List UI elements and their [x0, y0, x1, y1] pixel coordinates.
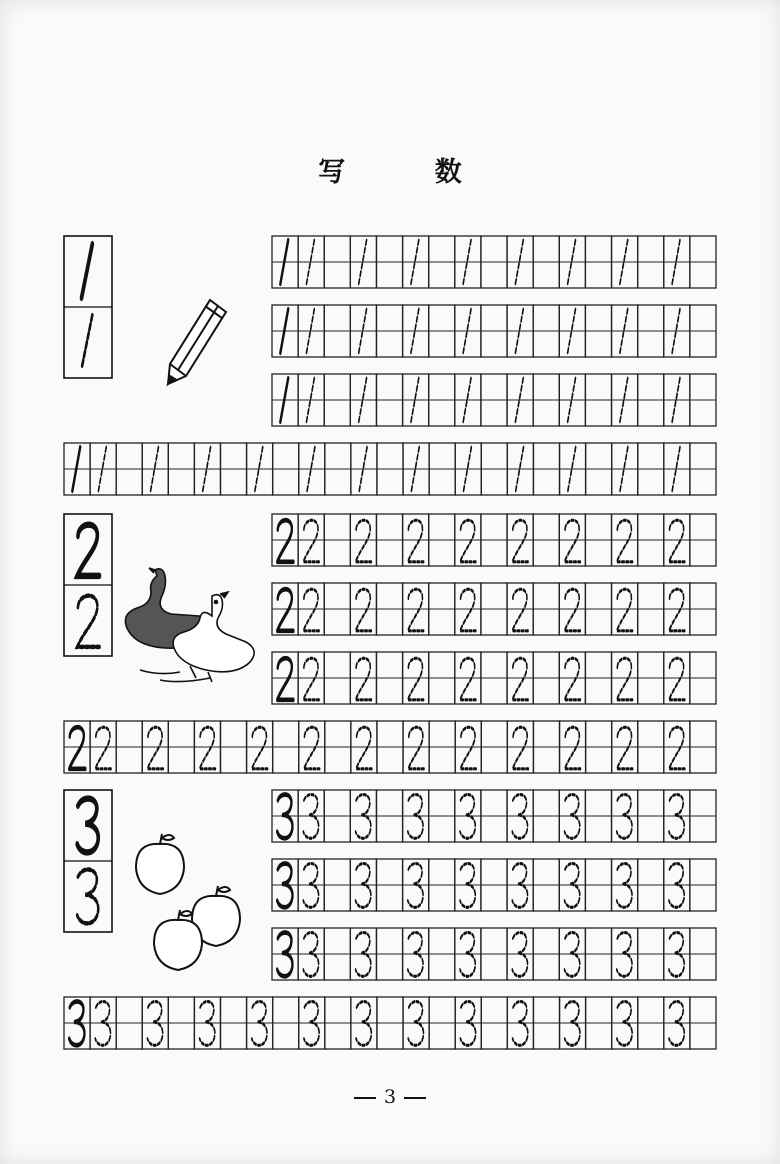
grid-cell [507, 721, 533, 773]
grid-cell [324, 790, 350, 842]
grid-cell [299, 997, 325, 1049]
reference-digit-tracing [77, 870, 98, 924]
grid-cell [612, 928, 638, 980]
grid-cell [194, 721, 220, 773]
grid-cell [481, 928, 507, 980]
grid-cell [429, 443, 455, 495]
grid-cell [429, 305, 455, 357]
tracing-digit [565, 658, 581, 700]
grid-cell [376, 236, 402, 288]
grid-cell [638, 997, 664, 1049]
grid-cell [220, 443, 246, 495]
grid-cell [350, 583, 376, 635]
grid-cell [351, 721, 377, 773]
tracing-digit [565, 727, 581, 769]
grid-cell [299, 721, 325, 773]
page-title: 写 数 [318, 157, 502, 188]
grid-cell [350, 305, 376, 357]
grid-cell [429, 790, 455, 842]
grid-cell [116, 997, 142, 1049]
grid-cell [586, 721, 612, 773]
grid-cell [350, 859, 376, 911]
grid-cell [533, 374, 559, 426]
grid-cell [507, 928, 533, 980]
grid-cell [272, 928, 298, 980]
grid-cell [585, 374, 611, 426]
grid-cell [664, 374, 690, 426]
grid-cell [533, 443, 559, 495]
grid-cell [324, 652, 350, 704]
grid-cell [403, 652, 429, 704]
grid-cell [376, 928, 402, 980]
grid-cell [403, 514, 429, 566]
grid-cell [325, 443, 351, 495]
grid-cell [507, 236, 533, 288]
reference-digit [77, 525, 99, 576]
grid-cell [273, 721, 299, 773]
grid-cell [116, 721, 142, 773]
grid-cell [690, 652, 716, 704]
practice-row [64, 721, 716, 773]
grid-cell [481, 236, 507, 288]
grid-cell [585, 928, 611, 980]
grid-cell [429, 236, 455, 288]
grid-cell [612, 374, 638, 426]
grid-cell [455, 997, 481, 1049]
grid-cell [507, 583, 533, 635]
tracing-digit [200, 727, 216, 769]
grid-cell [220, 997, 246, 1049]
practice-row [272, 859, 716, 911]
grid-cell [350, 652, 376, 704]
grid-cell [690, 721, 716, 773]
grid-cell [638, 514, 664, 566]
grid-cell [429, 652, 455, 704]
grid-cell [324, 583, 350, 635]
grid-cell [377, 443, 403, 495]
grid-cell [690, 236, 716, 288]
grid-cell [429, 514, 455, 566]
grid-cell [612, 443, 638, 495]
tracing-digit [356, 589, 372, 631]
grid-cell [376, 305, 402, 357]
grid-cell [90, 997, 116, 1049]
grid-cell [560, 721, 586, 773]
practice-row [64, 997, 716, 1049]
grid-cell [350, 928, 376, 980]
grid-cell [324, 859, 350, 911]
practice-row [272, 652, 716, 704]
grid-cell [585, 652, 611, 704]
grid-cell [247, 443, 273, 495]
tracing-digit [512, 589, 528, 631]
grid-cell [272, 236, 298, 288]
grid-cell [690, 583, 716, 635]
grid-cell [90, 443, 116, 495]
tracing-digit [408, 727, 424, 769]
apples-illustration [132, 830, 252, 975]
reference-digit-tracing [82, 315, 93, 369]
page-number [0, 1086, 780, 1108]
grid-cell [664, 443, 690, 495]
grid-cell [272, 859, 298, 911]
practice-row [272, 928, 716, 980]
grid-cell [664, 928, 690, 980]
grid-cell [559, 374, 585, 426]
grid-cell [272, 305, 298, 357]
grid-cell [377, 721, 403, 773]
grid-cell [272, 514, 298, 566]
tracing-digit [460, 520, 476, 562]
grid-cell [612, 514, 638, 566]
grid-cell [350, 374, 376, 426]
tracing-digit [460, 658, 476, 700]
reference-digit-tracing [77, 596, 99, 647]
grid-cell [690, 997, 716, 1049]
grid-cell [455, 721, 481, 773]
grid-cell [376, 790, 402, 842]
tracing-digit [303, 520, 319, 562]
grid-cell [533, 305, 559, 357]
grid-cell [533, 859, 559, 911]
grid-cell [429, 721, 455, 773]
grid-cell [612, 997, 638, 1049]
grid-cell [298, 652, 324, 704]
grid-cell [690, 443, 716, 495]
grid-cell [429, 997, 455, 1049]
grid-cell [64, 443, 90, 495]
grid-cell [664, 652, 690, 704]
grid-cell [403, 443, 429, 495]
grid-cell [533, 236, 559, 288]
grid-cell [638, 721, 664, 773]
grid-cell [586, 443, 612, 495]
geese-illustration [120, 562, 260, 692]
reference-box-1 [64, 236, 112, 378]
grid-cell [690, 859, 716, 911]
grid-cell [533, 721, 559, 773]
grid-cell [507, 374, 533, 426]
grid-cell [298, 583, 324, 635]
grid-cell [272, 790, 298, 842]
tracing-digit [565, 589, 581, 631]
tracing-digit [617, 520, 633, 562]
grid-cell [664, 514, 690, 566]
grid-cell [272, 652, 298, 704]
grid-cell [455, 236, 481, 288]
grid-cell [376, 583, 402, 635]
grid-cell [324, 514, 350, 566]
grid-cell [481, 721, 507, 773]
grid-cell [376, 859, 402, 911]
tracing-digit [95, 727, 111, 769]
tracing-digit [512, 520, 528, 562]
grid-cell [376, 374, 402, 426]
grid-cell [298, 236, 324, 288]
grid-cell [612, 859, 638, 911]
grid-cell [585, 305, 611, 357]
grid-cell [247, 721, 273, 773]
grid-cell [585, 859, 611, 911]
grid-cell [638, 790, 664, 842]
grid-cell [690, 514, 716, 566]
model-digit [277, 658, 293, 700]
grid-cell [507, 514, 533, 566]
grid-cell [507, 305, 533, 357]
grid-cell [690, 305, 716, 357]
grid-cell [559, 859, 585, 911]
grid-cell [481, 583, 507, 635]
grid-cell [429, 928, 455, 980]
grid-cell [533, 928, 559, 980]
tracing-digit [408, 658, 424, 700]
grid-cell [612, 652, 638, 704]
model-digit [277, 520, 293, 562]
grid-cell [403, 305, 429, 357]
grid-cell [403, 583, 429, 635]
grid-cell [690, 928, 716, 980]
grid-cell [612, 721, 638, 773]
grid-cell [298, 305, 324, 357]
grid-cell [168, 443, 194, 495]
grid-cell [455, 790, 481, 842]
practice-row [272, 790, 716, 842]
grid-cell [481, 997, 507, 1049]
grid-cell [90, 721, 116, 773]
grid-cell [507, 790, 533, 842]
grid-cell [638, 859, 664, 911]
grid-cell [533, 514, 559, 566]
grid-cell [533, 997, 559, 1049]
practice-row [64, 443, 716, 495]
tracing-digit [512, 658, 528, 700]
tracing-digit [303, 658, 319, 700]
grid-cell [350, 514, 376, 566]
reference-box-3 [64, 790, 112, 932]
grid-cell [481, 443, 507, 495]
grid-cell [559, 583, 585, 635]
grid-cell [585, 236, 611, 288]
tracing-digit [304, 727, 320, 769]
tracing-digit [669, 589, 685, 631]
grid-cell [273, 997, 299, 1049]
grid-cell [298, 790, 324, 842]
grid-cell [507, 652, 533, 704]
grid-cell [664, 997, 690, 1049]
grid-cell [455, 514, 481, 566]
tracing-digit [669, 658, 685, 700]
grid-cell [455, 652, 481, 704]
grid-cell [376, 652, 402, 704]
grid-cell [298, 859, 324, 911]
grid-cell [481, 652, 507, 704]
practice-row [272, 374, 716, 426]
grid-cell [142, 443, 168, 495]
grid-cell [638, 374, 664, 426]
grid-cell [481, 305, 507, 357]
tracing-digit [669, 520, 685, 562]
grid-cell [664, 305, 690, 357]
grid-cell [299, 443, 325, 495]
reference-box-2 [64, 514, 112, 656]
grid-cell [664, 790, 690, 842]
tracing-digit [147, 727, 163, 769]
page-number-text: 3 [383, 1086, 397, 1108]
tracing-digit [617, 589, 633, 631]
grid-cell [324, 374, 350, 426]
tracing-digit [252, 727, 268, 769]
grid-cell [273, 443, 299, 495]
grid-cell [64, 997, 90, 1049]
grid-cell [403, 997, 429, 1049]
grid-cell [377, 997, 403, 1049]
grid-cell [638, 305, 664, 357]
grid-cell [325, 997, 351, 1049]
grid-cell [298, 514, 324, 566]
page-number-dash-right [404, 1097, 426, 1099]
grid-cell [481, 514, 507, 566]
tracing-digit [617, 727, 633, 769]
tracing-digit [303, 589, 319, 631]
grid-cell [272, 374, 298, 426]
reference-digit [77, 799, 98, 853]
tracing-digit [669, 727, 685, 769]
grid-cell [533, 652, 559, 704]
grid-cell [559, 928, 585, 980]
grid-cell [376, 514, 402, 566]
grid-cell [429, 374, 455, 426]
grid-cell [455, 443, 481, 495]
grid-cell [638, 583, 664, 635]
grid-cell [481, 859, 507, 911]
grid-cell [324, 236, 350, 288]
grid-cell [559, 790, 585, 842]
grid-cell [533, 583, 559, 635]
grid-cell [586, 997, 612, 1049]
grid-cell [612, 583, 638, 635]
practice-row [272, 305, 716, 357]
grid-cell [612, 236, 638, 288]
model-digit [69, 727, 85, 769]
grid-cell [638, 928, 664, 980]
grid-cell [559, 514, 585, 566]
grid-cell [481, 790, 507, 842]
grid-cell [272, 583, 298, 635]
grid-cell [612, 790, 638, 842]
grid-cell [298, 374, 324, 426]
grid-cell [455, 374, 481, 426]
grid-cell [638, 236, 664, 288]
grid-cell [168, 721, 194, 773]
grid-cell [351, 443, 377, 495]
grid-cell [481, 374, 507, 426]
grid-cell [664, 859, 690, 911]
grid-cell [350, 790, 376, 842]
grid-cell [325, 721, 351, 773]
grid-cell [64, 721, 90, 773]
practice-row [272, 514, 716, 566]
tracing-digit [460, 589, 476, 631]
tracing-digit [408, 520, 424, 562]
grid-cell [585, 514, 611, 566]
grid-cell [455, 583, 481, 635]
practice-row [272, 583, 716, 635]
grid-cell [350, 236, 376, 288]
tracing-digit [565, 520, 581, 562]
tracing-digit [356, 520, 372, 562]
grid-cell [560, 443, 586, 495]
grid-cell [507, 997, 533, 1049]
grid-cell [298, 928, 324, 980]
tracing-digit [617, 658, 633, 700]
grid-cell [220, 721, 246, 773]
grid-cell [507, 859, 533, 911]
tracing-digit [460, 727, 476, 769]
grid-cell [690, 374, 716, 426]
grid-cell [194, 997, 220, 1049]
grid-cell [403, 721, 429, 773]
grid-cell [324, 928, 350, 980]
grid-cell [403, 790, 429, 842]
practice-row [272, 236, 716, 288]
page-number-dash-left [354, 1097, 376, 1099]
grid-cell [585, 583, 611, 635]
grid-cell [247, 997, 273, 1049]
grid-cell [403, 928, 429, 980]
grid-cell [585, 790, 611, 842]
grid-cell [455, 928, 481, 980]
tracing-digit [408, 589, 424, 631]
grid-cell [638, 652, 664, 704]
grid-cell [403, 374, 429, 426]
tracing-digit [356, 658, 372, 700]
grid-cell [559, 236, 585, 288]
grid-cell [403, 859, 429, 911]
grid-cell [612, 305, 638, 357]
tracing-digit [513, 727, 529, 769]
grid-cell [429, 859, 455, 911]
grid-cell [403, 236, 429, 288]
grid-cell [560, 997, 586, 1049]
grid-cell [533, 790, 559, 842]
grid-cell [559, 652, 585, 704]
grid-cell [664, 236, 690, 288]
grid-cell [351, 997, 377, 1049]
grid-cell [664, 721, 690, 773]
pencil-illustration [160, 292, 240, 392]
grid-cell [664, 583, 690, 635]
grid-cell [324, 305, 350, 357]
grid-cell [559, 305, 585, 357]
grid-cell [168, 997, 194, 1049]
grid-cell [638, 443, 664, 495]
grid-cell [455, 859, 481, 911]
grid-cell [690, 790, 716, 842]
grid-cell [429, 583, 455, 635]
tracing-digit [356, 727, 372, 769]
grid-cell [194, 443, 220, 495]
grid-cell [116, 443, 142, 495]
reference-digit [82, 244, 93, 298]
grid-cell [142, 997, 168, 1049]
model-digit [277, 589, 293, 631]
grid-cell [142, 721, 168, 773]
grid-cell [507, 443, 533, 495]
grid-cell [455, 305, 481, 357]
